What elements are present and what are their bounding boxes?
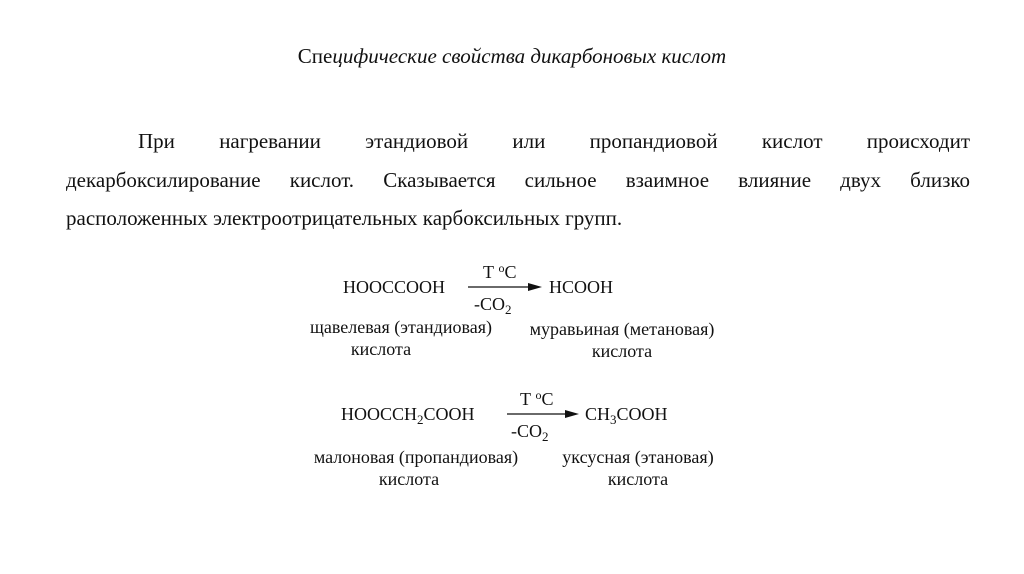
product-formic-name: муравьиная (метановая) кислота [529,319,715,361]
product-acetic-formula: $CH_3COOH$ [585,404,668,427]
paragraph-line-3: расположенных электроотрицательных карбоксильных групп. [66,206,623,230]
reactant-malonic-formula: $HOOCCH_2COOH$ [341,404,475,427]
condition-minus-co2: $-CO_2$ [511,421,549,444]
product-acetic-name: уксусная (этановая) кислота [562,447,714,489]
condition-temperature: T $^o$C [520,388,554,409]
slide-title-italic: цифические свойства дикарбоновых кислот [332,44,727,68]
product-formic-formula: HCOOH [549,277,614,297]
intro-paragraph [66,122,970,238]
reactant-oxalic-formula: HOOCCOOH [343,277,446,297]
reaction-arrow [507,409,581,419]
slide-title [0,44,1024,69]
condition-minus-co2: $-CO_2$ [474,294,512,317]
condition-temperature: T $^o$C [483,261,517,282]
paragraph-line-2: декарбоксилирование кислот. Сказывается сильное взаимное влияние двух близко [66,167,970,192]
reaction-arrow [468,282,544,292]
slide-title-upright: Спе [297,44,333,68]
reactant-oxalic-name: щавелевая (этандиовая) кислота [310,317,492,359]
reactant-malonic-name: малоновая (пропандиовая) кислота [313,447,519,489]
paragraph-line-1: При нагревании этандиовой или пропандиовой кислот происходит [138,129,970,153]
